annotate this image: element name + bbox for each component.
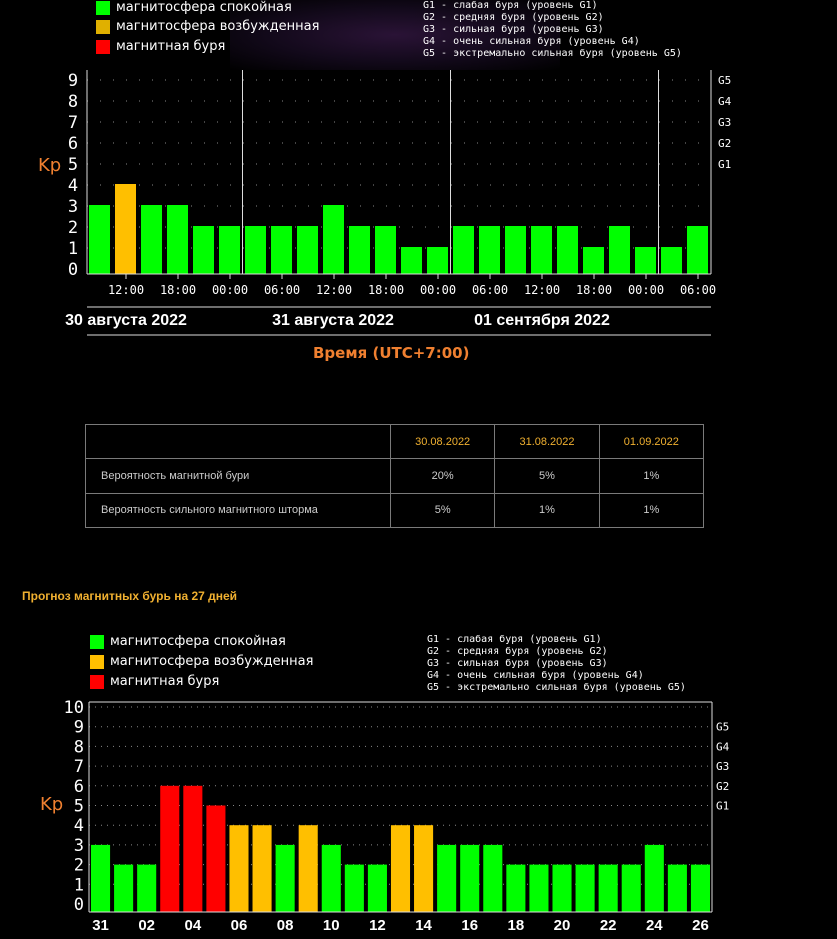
section-title-27-day-forecast: Прогноз магнитных бурь на 27 дней	[22, 589, 238, 603]
date-label: 01 сентября 2022	[474, 312, 610, 329]
legend-label-storm: магнитная буря	[110, 674, 220, 689]
y-tick-label: 4	[73, 816, 84, 837]
kp-bar	[137, 865, 156, 912]
x-tick-label: 04	[184, 917, 202, 934]
kp-bar	[506, 865, 525, 912]
legend-label-active: магнитосфера возбужденная	[116, 19, 320, 34]
y-tick-label: 0	[67, 260, 79, 280]
legend-label-active: магнитосфера возбужденная	[110, 654, 314, 669]
kp-bar	[427, 247, 448, 274]
g-level-2: G2 - средняя буря (уровень G2)	[427, 646, 608, 657]
table-row-label: Вероятность магнитной бури	[86, 459, 391, 493]
g-tick-label: G1	[716, 799, 730, 813]
x-tick-label: 06:00	[471, 283, 509, 297]
kp-bar	[322, 845, 341, 912]
x-tick-label: 18:00	[575, 283, 613, 297]
x-tick-label: 06	[230, 917, 248, 934]
kp-bar	[368, 865, 387, 912]
x-tick-label: 00:00	[211, 283, 249, 297]
kp-bar	[505, 226, 526, 274]
g-level-5: G5 - экстремально сильная буря (уровень G5)	[427, 682, 686, 693]
kp-bar	[531, 226, 552, 274]
y-tick-label: 5	[73, 796, 84, 817]
kp-27day-chart	[0, 690, 837, 939]
x-tick-label: 26	[692, 917, 709, 934]
kp-bar	[557, 226, 578, 274]
y-tick-label: 10	[63, 698, 84, 718]
x-tick-label: 08	[276, 917, 294, 934]
kp-bar	[183, 786, 202, 912]
legend-label-storm: магнитная буря	[116, 39, 226, 54]
kp-bar	[391, 825, 410, 912]
kp-bar	[414, 825, 433, 912]
g-tick-label: G3	[716, 760, 730, 774]
g-tick-label: G2	[716, 779, 730, 793]
legend-label-quiet: магнитосфера спокойная	[110, 634, 286, 649]
g-level-2: G2 - средняя буря (уровень G2)	[423, 12, 604, 23]
x-tick-label: 00:00	[419, 283, 457, 297]
x-tick-label: 31	[92, 917, 109, 934]
table-header-date: 30.08.2022	[391, 425, 495, 459]
table-cell: 20%	[391, 459, 495, 493]
table-header-row	[86, 425, 704, 459]
kp-bar	[345, 865, 364, 912]
table-header-date: 31.08.2022	[495, 425, 599, 459]
kp-bar	[206, 806, 225, 913]
kp-bar	[91, 845, 110, 912]
kp-bar	[271, 226, 292, 274]
g-level-1: G1 - слабая буря (уровень G1)	[427, 634, 602, 645]
x-tick-label: 02	[138, 917, 156, 934]
x-tick-label: 00:00	[627, 283, 665, 297]
x-tick-label: 06:00	[679, 283, 717, 297]
kp-bar	[599, 865, 618, 912]
g-tick-label: G2	[718, 137, 732, 150]
y-tick-label: 8	[73, 737, 84, 758]
kp-bar	[323, 205, 344, 274]
kp-bar	[583, 247, 604, 274]
kp-bar	[635, 247, 656, 274]
g-level-4: G4 - очень сильная буря (уровень G4)	[423, 36, 640, 47]
kp-bar	[609, 226, 630, 274]
table-header-empty	[86, 425, 391, 459]
table-cell: 1%	[599, 459, 703, 493]
kp-bar	[401, 247, 422, 274]
y-tick-label: 7	[67, 113, 79, 133]
table-cell: 5%	[495, 459, 599, 493]
table-cell: 1%	[599, 493, 703, 527]
kp-bar	[668, 865, 687, 912]
kp-bar	[299, 825, 318, 912]
table-row	[86, 459, 704, 493]
y-tick-label: 0	[73, 895, 84, 915]
y-tick-label: 1	[67, 239, 79, 259]
kp-bar	[687, 226, 708, 274]
kp-axis-label: Kp	[40, 794, 64, 815]
kp-bar	[437, 845, 456, 912]
table-row-label: Вероятность сильного магнитного шторма	[86, 493, 391, 527]
y-tick-label: 6	[67, 134, 79, 154]
kp-bar	[245, 226, 266, 274]
y-tick-label: 8	[67, 92, 79, 112]
kp-bar	[89, 205, 110, 274]
kp-bar	[622, 865, 641, 912]
g-level-5: G5 - экстремально сильная буря (уровень G5)	[423, 48, 682, 59]
g-tick-label: G3	[718, 116, 732, 129]
kp-3day-chart	[0, 0, 837, 340]
x-tick-label: 20	[553, 917, 571, 934]
x-tick-label: 18	[507, 917, 525, 934]
kp-bar	[276, 845, 295, 912]
y-tick-label: 2	[73, 855, 84, 876]
kp-bar	[691, 865, 710, 912]
kp-bar	[253, 825, 272, 912]
kp-bar	[114, 865, 133, 912]
x-tick-label: 18:00	[159, 283, 197, 297]
legend-item-storm	[90, 674, 219, 689]
legend-item-quiet	[90, 634, 286, 649]
g-level-3: G3 - сильная буря (уровень G3)	[427, 658, 608, 669]
g-tick-label: G5	[716, 720, 730, 734]
y-tick-label: 3	[67, 197, 79, 217]
kp-bar	[297, 226, 318, 274]
kp-bar	[645, 845, 664, 912]
kp-bar	[479, 226, 500, 274]
x-tick-label: 10	[322, 917, 340, 934]
kp-bar	[460, 845, 479, 912]
kp-bar	[160, 786, 179, 912]
kp-bar	[167, 205, 188, 274]
table-row	[86, 493, 704, 527]
g-tick-label: G5	[718, 74, 732, 87]
kp-bar	[529, 865, 548, 912]
y-tick-label: 2	[67, 218, 79, 238]
y-tick-label: 7	[73, 757, 84, 778]
kp-bar	[483, 845, 502, 912]
kp-bar	[349, 226, 370, 274]
g-tick-label: G1	[718, 158, 732, 171]
x-tick-label: 24	[645, 917, 663, 934]
g-level-1: G1 - слабая буря (уровень G1)	[423, 0, 598, 11]
y-tick-label: 5	[67, 155, 79, 175]
kp-bar	[661, 247, 682, 274]
storm-probability-table	[85, 424, 704, 528]
table-header-date: 01.09.2022	[599, 425, 703, 459]
g-level-3: G3 - сильная буря (уровень G3)	[423, 24, 604, 35]
x-tick-label: 16	[461, 917, 479, 934]
y-tick-label: 6	[73, 776, 84, 797]
kp-bar	[453, 226, 474, 274]
x-tick-label: 12	[369, 917, 386, 934]
kp-bar	[193, 226, 214, 274]
g-tick-label: G4	[718, 95, 732, 108]
g-level-legend	[427, 634, 686, 694]
kp-bar	[229, 825, 248, 912]
date-label: 30 августа 2022	[65, 312, 187, 329]
legend-label-quiet: магнитосфера спокойная	[116, 0, 292, 15]
g-tick-label: G4	[716, 740, 730, 754]
y-tick-label: 3	[73, 835, 84, 856]
x-tick-label: 18:00	[367, 283, 405, 297]
kp-bar	[219, 226, 240, 274]
g-level-4: G4 - очень сильная буря (уровень G4)	[427, 670, 644, 681]
kp-bar	[115, 184, 136, 274]
legend-swatch-storm	[90, 675, 104, 689]
x-tick-label: 22	[599, 917, 617, 934]
kp-bar	[576, 865, 595, 912]
legend-item-active	[90, 654, 313, 669]
x-tick-label: 12:00	[107, 283, 145, 297]
x-tick-label: 06:00	[263, 283, 301, 297]
kp-bar	[375, 226, 396, 274]
y-tick-label: 4	[67, 176, 79, 196]
time-axis-title: Время (UTC+7:00)	[313, 344, 470, 362]
kp-bar	[552, 865, 571, 912]
legend-swatch-quiet	[90, 635, 104, 649]
kp-axis-label: Kp	[38, 155, 62, 176]
x-tick-label: 12:00	[315, 283, 353, 297]
table-cell: 5%	[391, 493, 495, 527]
legend-swatch-active	[90, 655, 104, 669]
y-tick-label: 1	[73, 875, 84, 896]
y-tick-label: 9	[67, 71, 79, 91]
x-tick-label: 14	[415, 917, 432, 934]
y-tick-label: 9	[73, 717, 84, 738]
kp-bar	[141, 205, 162, 274]
x-tick-label: 12:00	[523, 283, 561, 297]
date-label: 31 августа 2022	[272, 312, 394, 329]
table-cell: 1%	[495, 493, 599, 527]
